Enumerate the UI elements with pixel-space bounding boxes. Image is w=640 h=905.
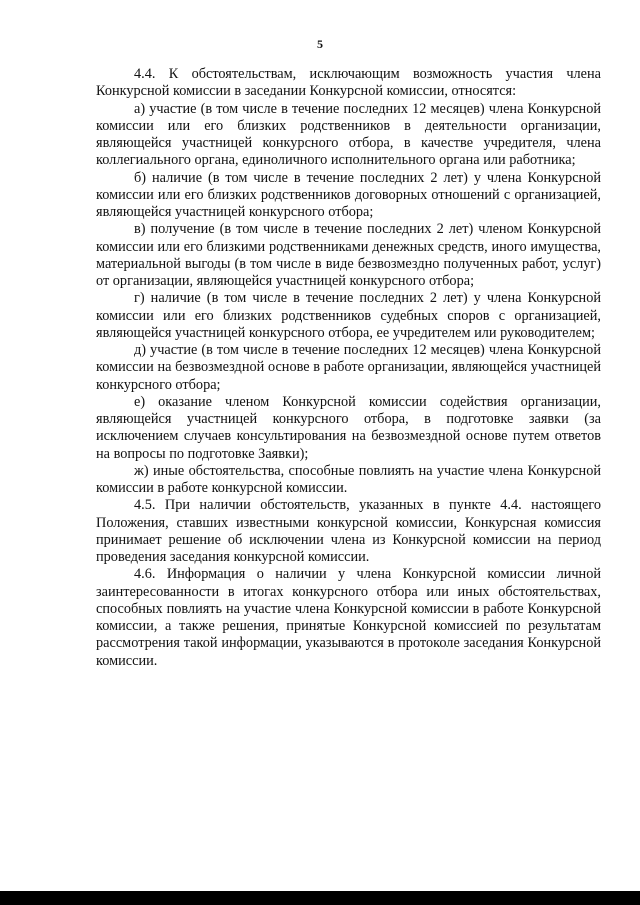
paragraph-4-4-d: д) участие (в том числе в течение последних 12 месяцев) члена Конкурсной комиссии на безвозмездной основе в работе организации, являющейся участницей конкурсного отбора; [96, 342, 601, 393]
page-number: 5 [317, 37, 323, 51]
scan-bottom-edge [0, 891, 640, 905]
paragraph-4-4-v: в) получение (в том числе в течение последних 2 лет) членом Конкурсной комиссии или его близкими родственниками денежных средств, иного имущества, материальной выгоды (в том числе в виде безвозмездно полученных работ, услуг) от организации, являющейся участницей конкурсного отбора; [96, 221, 601, 289]
paragraph-4-4: 4.4. К обстоятельствам, исключающим возможность участия члена Конкурсной комиссии в заседании Конкурсной комиссии, относятся: [96, 66, 601, 100]
paragraph-4-4-e: е) оказание членом Конкурсной комиссии содействия организации, являющейся участницей конкурсного отбора, в подготовке заявки (за исключением случаев консультирования на безвозмездной основе путем ответов на вопросы по подготовке Заявки); [96, 393, 601, 462]
paragraph-4-5: 4.5. При наличии обстоятельств, указанных в пункте 4.4. настоящего Положения, ставших известными конкурсной комиссии, Конкурсная комиссия принимает решение об исключении члена из Конкурсной комиссии на период проведения заседания конкурсной комиссии. [96, 497, 601, 565]
paragraph-4-4-a: а) участие (в том числе в течение последних 12 месяцев) члена Конкурсной комиссии или его близких родственников в деятельности организации, являющейся участницей конкурсного отбора, в качестве учредителя, члена коллегиального органа, единоличного исполнительного органа или работника; [96, 100, 601, 169]
paragraph-4-4-zh: ж) иные обстоятельства, способные повлиять на участие члена Конкурсной комиссии в работе конкурсной комиссии. [96, 462, 601, 496]
paragraph-4-4-g: г) наличие (в том числе в течение последних 2 лет) у члена Конкурсной комиссии или его близких родственников судебных споров с организацией, являющейся участницей конкурсного отбора, ее учредителем или руководителем; [96, 290, 601, 341]
paragraph-4-4-b: б) наличие (в том числе в течение последних 2 лет) у члена Конкурсной комиссии или его близких родственников договорных отношений с организацией, являющейся участницей конкурсного отбора; [96, 169, 601, 220]
paragraph-4-6: 4.6. Информация о наличии у члена Конкурсной комиссии личной заинтересованности в итогах конкурсного отбора или иных обстоятельствах, способных повлиять на участие члена Конкурсной комиссии в работе Конкурсной комиссии, а также решения, принятые Конкурсной комиссией по результатам рассмотрения такой информации, указываются в протоколе заседания Конкурсной комиссии. [96, 566, 601, 669]
document-body [96, 66, 601, 670]
